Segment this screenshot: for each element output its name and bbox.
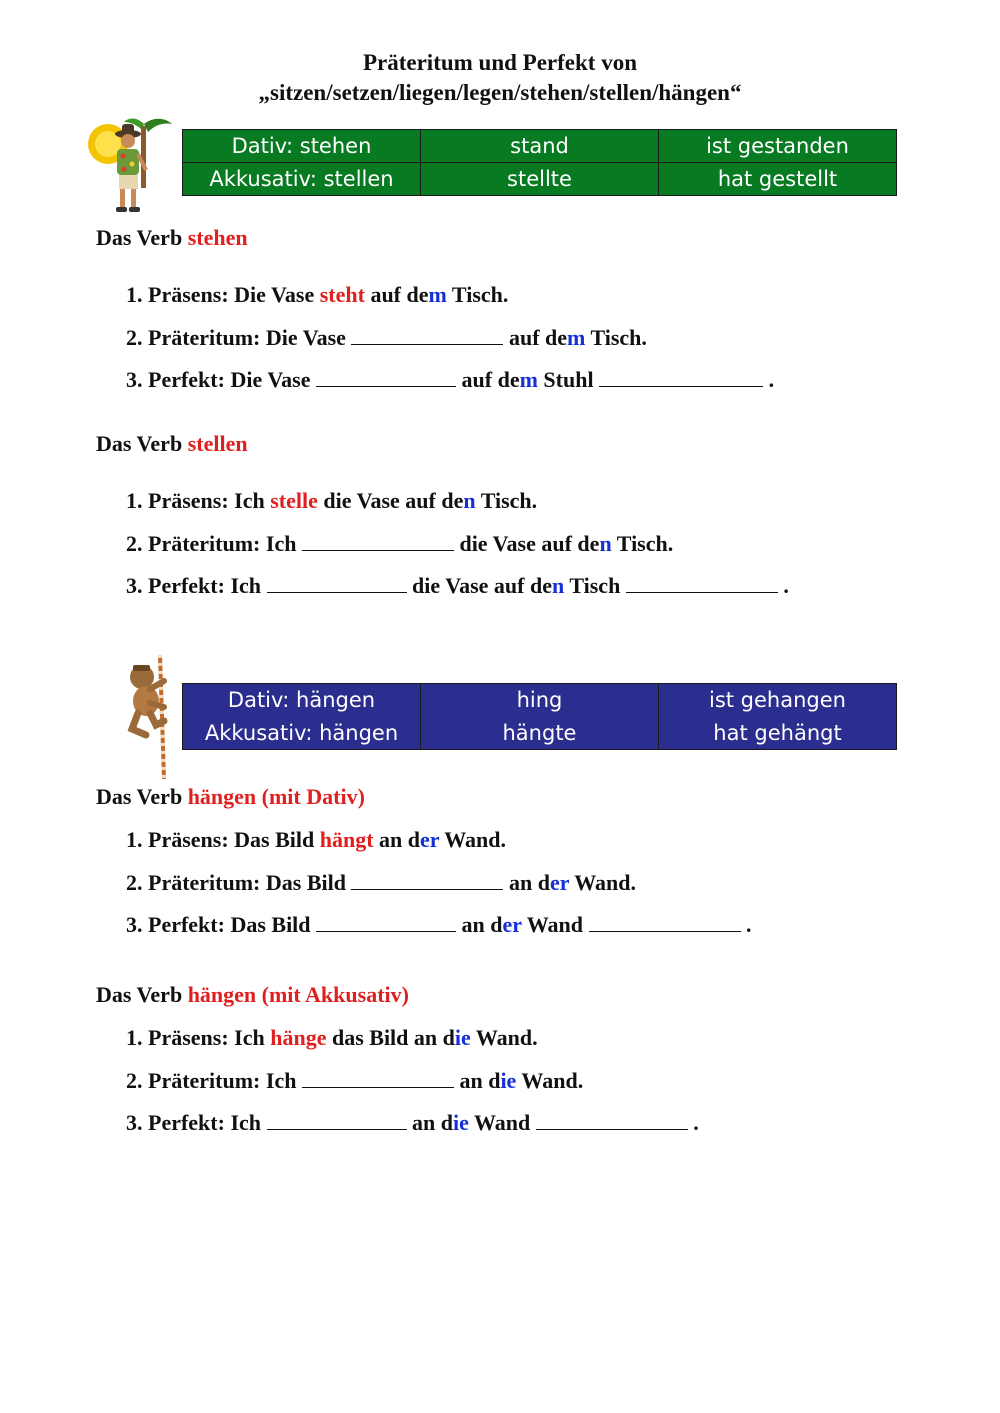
item-text: Präteritum: Ich xyxy=(148,1067,302,1093)
item-text: Perfekt: Ich xyxy=(148,573,267,598)
item-number: 3. xyxy=(126,367,143,392)
item-text: an d xyxy=(373,827,421,852)
list-item xyxy=(126,1024,699,1067)
rope-climber-clipart-icon xyxy=(120,655,186,779)
table-cell: stellte xyxy=(421,163,659,196)
item-text: Tisch. xyxy=(446,282,509,307)
item-text: die Vase auf de xyxy=(317,488,464,513)
page-title-line-2: „sitzen/setzen/liegen/legen/stehen/stellen/hängen“ xyxy=(258,80,742,105)
item-text: an d xyxy=(503,869,550,895)
item-text: an d xyxy=(456,912,503,937)
page-title-line-1: Präteritum und Perfekt von xyxy=(362,50,638,75)
item-ending: ie xyxy=(454,1025,471,1050)
heading-prefix: Das Verb xyxy=(96,225,188,250)
item-text: Präteritum: Die Vase xyxy=(148,324,352,350)
item-text: Tisch. xyxy=(585,324,647,350)
answer-blank[interactable] xyxy=(351,326,503,345)
item-text: Tisch. xyxy=(475,488,538,513)
item-ending: n xyxy=(463,488,476,513)
list-item xyxy=(126,530,789,573)
answer-blank[interactable] xyxy=(302,1069,454,1088)
table-cell: stand xyxy=(421,130,659,163)
exercise-list-stellen xyxy=(126,487,789,615)
item-text: auf de xyxy=(364,282,429,307)
list-item xyxy=(126,1067,699,1110)
item-text: Wand. xyxy=(569,869,636,895)
table-cell: Dativ: hängen xyxy=(183,684,421,717)
item-text: Wand xyxy=(468,1110,536,1135)
item-text: Präsens: Ich xyxy=(148,488,271,513)
answer-blank[interactable] xyxy=(302,532,454,551)
heading-verb: hängen (mit Akkusativ) xyxy=(187,982,409,1007)
item-text: das Bild an d xyxy=(326,1025,455,1050)
answer-blank[interactable] xyxy=(267,574,407,593)
list-item xyxy=(126,911,752,954)
item-number: 1. xyxy=(126,488,143,513)
answer-blank[interactable] xyxy=(599,368,763,387)
section-heading-stehen xyxy=(96,224,248,252)
item-verb: hängt xyxy=(319,827,374,852)
item-ending: ie xyxy=(453,1110,469,1135)
item-number: 2. xyxy=(126,324,143,350)
item-text: . xyxy=(687,1110,699,1135)
list-item xyxy=(126,281,774,324)
answer-blank[interactable] xyxy=(536,1111,688,1130)
conjugation-table-stehen-stellen xyxy=(182,129,897,196)
list-item xyxy=(126,324,774,367)
item-ending: n xyxy=(552,573,565,598)
answer-blank[interactable] xyxy=(589,913,741,932)
item-text: Wand. xyxy=(516,1067,584,1093)
item-text: Präsens: Das Bild xyxy=(148,827,320,852)
item-text: . xyxy=(763,367,775,392)
table-cell: Akkusativ: hängen xyxy=(183,717,421,750)
item-text: Wand. xyxy=(439,827,507,852)
item-text: . xyxy=(777,573,789,598)
table-row xyxy=(183,163,897,196)
heading-verb: hängen (mit Dativ) xyxy=(187,784,365,809)
conjugation-table-haengen xyxy=(182,683,897,750)
table-row xyxy=(183,130,897,163)
item-text: Präteritum: Ich xyxy=(148,530,302,556)
item-text: die Vase auf de xyxy=(406,573,552,598)
heading-verb: stellen xyxy=(187,431,248,456)
item-ending: n xyxy=(599,530,612,556)
item-ending: er xyxy=(549,869,570,895)
table-cell: Akkusativ: stellen xyxy=(183,163,421,196)
exercise-list-haengen-akkusativ xyxy=(126,1024,699,1152)
answer-blank[interactable] xyxy=(316,368,456,387)
table-cell: ist gehangen xyxy=(709,688,846,713)
item-ending: er xyxy=(420,827,440,852)
item-number: 1. xyxy=(126,1025,143,1050)
item-text: . xyxy=(740,912,752,937)
answer-blank[interactable] xyxy=(626,574,778,593)
table-cell: hängte xyxy=(421,717,659,750)
item-text: Präteritum: Das Bild xyxy=(148,869,352,895)
exercise-list-haengen-dativ xyxy=(126,826,752,954)
item-verb: hänge xyxy=(270,1025,327,1050)
item-ending: m xyxy=(519,367,538,392)
item-text: Wand xyxy=(521,912,589,937)
item-verb: steht xyxy=(319,282,365,307)
item-number: 2. xyxy=(126,530,143,556)
answer-blank[interactable] xyxy=(316,913,456,932)
item-number: 1. xyxy=(126,282,143,307)
heading-prefix: Das Verb xyxy=(96,784,188,809)
item-number: 1. xyxy=(126,827,143,852)
item-number: 3. xyxy=(126,573,143,598)
section-heading-stellen xyxy=(96,430,248,458)
item-text: Stuhl xyxy=(537,367,600,392)
list-item xyxy=(126,366,774,409)
list-item xyxy=(126,572,789,615)
item-text: auf de xyxy=(503,324,568,350)
tourist-clipart-icon xyxy=(84,112,176,216)
answer-blank[interactable] xyxy=(351,871,503,890)
section-heading-haengen-akkusativ xyxy=(96,981,409,1009)
heading-prefix: Das Verb xyxy=(96,982,188,1007)
table-cell: hing xyxy=(421,684,659,717)
item-ending: m xyxy=(567,324,586,350)
exercise-list-stehen xyxy=(126,281,774,409)
item-number: 3. xyxy=(126,1110,143,1135)
item-text: Wand. xyxy=(470,1025,538,1050)
item-text: Tisch. xyxy=(611,530,674,556)
item-text: Perfekt: Die Vase xyxy=(148,367,317,392)
item-ending: er xyxy=(502,912,522,937)
answer-blank[interactable] xyxy=(267,1111,407,1130)
list-item xyxy=(126,1109,699,1152)
item-text: auf de xyxy=(456,367,520,392)
item-verb: stelle xyxy=(270,488,318,513)
item-number: 2. xyxy=(126,1067,143,1093)
table-cell: hat gestellt xyxy=(717,167,838,191)
item-ending: ie xyxy=(500,1067,517,1093)
item-text: Präsens: Die Vase xyxy=(148,282,320,307)
heading-prefix: Das Verb xyxy=(96,431,188,456)
section-heading-haengen-dativ xyxy=(96,783,365,811)
list-item xyxy=(126,487,789,530)
list-item xyxy=(126,869,752,912)
table-row xyxy=(183,684,897,717)
item-text: Perfekt: Das Bild xyxy=(148,912,317,937)
item-text: Präsens: Ich xyxy=(148,1025,271,1050)
table-cell: Dativ: stehen xyxy=(183,130,421,163)
item-text: Perfekt: Ich xyxy=(148,1110,267,1135)
heading-verb: stehen xyxy=(187,225,248,250)
item-number: 3. xyxy=(126,912,143,937)
item-text: an d xyxy=(406,1110,453,1135)
list-item xyxy=(126,826,752,869)
item-text: an d xyxy=(453,1067,501,1093)
item-ending: m xyxy=(428,282,447,307)
table-row xyxy=(183,717,897,750)
item-text: Tisch xyxy=(564,573,626,598)
table-cell: ist gestanden xyxy=(659,130,897,163)
table-cell: hat gehängt xyxy=(713,720,842,745)
item-text: die Vase auf de xyxy=(453,530,600,556)
item-number: 2. xyxy=(126,869,143,895)
